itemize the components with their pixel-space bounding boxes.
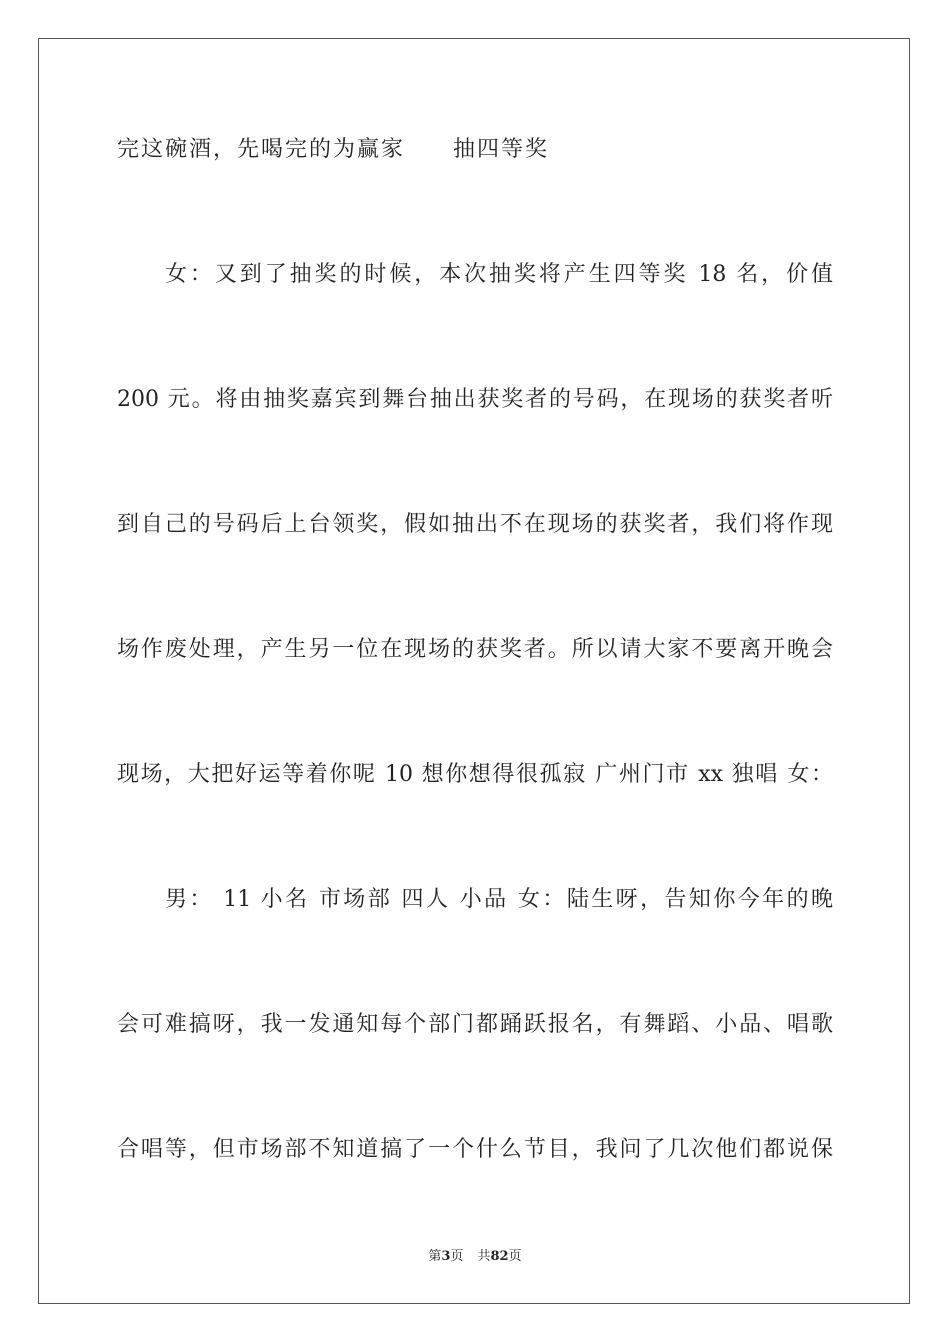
page-footer — [0, 1249, 950, 1265]
footer-total-suffix: 页 — [508, 1249, 522, 1264]
footer-page-suffix: 页 — [450, 1249, 464, 1264]
page-border — [38, 38, 910, 1304]
text-line-1: 完这碗酒，先喝完的为赢家 抽四等奖 — [117, 137, 550, 162]
text-line-9: 合唱等，但市场部不知道搞了一个什么节目，我问了几次他们都说保 — [117, 1137, 833, 1162]
footer-total-prefix: 共 — [477, 1249, 491, 1264]
footer-page-prefix: 第 — [428, 1249, 442, 1264]
footer-total-number: 82 — [490, 1249, 509, 1264]
text-line-5: 场作废处理，产生另一位在现场的获奖者。所以请大家不要离开晚会 — [117, 637, 833, 662]
text-line-7: 男： 11 小名 市场部 四人 小品 女：陆生呀，告知你今年的晚 — [165, 887, 833, 912]
text-line-4: 到自己的号码后上台领奖，假如抽出不在现场的获奖者，我们将作现 — [117, 512, 833, 537]
text-line-3: 200 元。将由抽奖嘉宾到舞台抽出获奖者的号码，在现场的获奖者听 — [117, 387, 833, 412]
footer-page-number: 3 — [441, 1249, 451, 1264]
text-line-2: 女：又到了抽奖的时候，本次抽奖将产生四等奖 18 名，价值 — [165, 262, 833, 287]
text-line-8: 会可难搞呀，我一发通知每个部门都踊跃报名，有舞蹈、小品、唱歌 — [117, 1012, 833, 1037]
text-line-6: 现场，大把好运等着你呢 10 想你想得很孤寂 广州门市 xx 独唱 女： — [117, 762, 833, 787]
